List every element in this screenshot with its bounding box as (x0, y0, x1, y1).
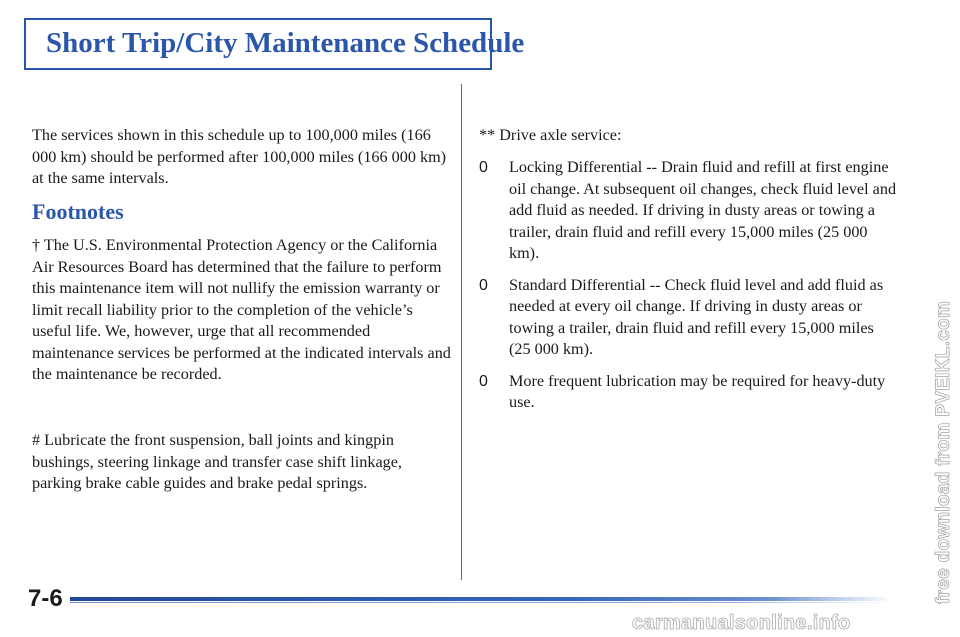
drive-axle-bullets (479, 157, 899, 424)
bullet-text: Standard Differential -- Check fluid level and add fluid as needed at every oil change. If driving in dusty areas or towing a trailer, drain fluid and refill every 15,000 miles (25 000 km). (509, 275, 884, 358)
hash-footnote: # Lubricate the front suspension, ball joints and kingpin bushings, steering linkage and transfer case shift linkage, parking brake cable guides and brake pedal springs. (32, 431, 402, 492)
bottom-watermark: carmanualsonline.info (632, 612, 851, 634)
intro-paragraph: The services shown in this schedule up to 100,000 miles (166 000 km) should be performed after 100,000 miles (166 000 km) at the same intervals. (32, 126, 447, 187)
side-watermark (928, 300, 960, 612)
drive-axle-intro: ** Drive axle service: (479, 126, 622, 144)
dagger-footnote: † The U.S. Environmental Protection Agency or the California Air Resources Board has determined that the failure to perform this maintenance item will not nullify the emission warranty or limit recall liability prior to the completion of the vehicle’s useful life. We, however, urge that all recommended maintenance services be performed at the indicated intervals and the maintenance be recorded. (32, 236, 451, 383)
column-divider (461, 84, 462, 580)
side-watermark-text: free download from PVEIKL.com (933, 300, 954, 604)
list-item (479, 371, 899, 414)
footer-rule-thin (70, 602, 892, 603)
bullet-text: Locking Differential -- Drain fluid and refill at first engine oil change. At subsequent oil changes, check fluid level and add fluid as needed. If driving in dusty areas or towing a trailer, drain fluid and refill every 15,000 miles (25 000 km). (509, 158, 897, 262)
page-number: 7-6 (28, 585, 63, 612)
footer-rule (70, 597, 892, 601)
bullet-icon: 0 (479, 159, 488, 176)
title-box (24, 18, 525, 70)
list-item (479, 275, 899, 361)
bullet-text: More frequent lubrication may be required for heavy-duty use. (509, 371, 886, 411)
bullet-icon: 0 (479, 276, 488, 294)
list-item (479, 157, 899, 265)
bullet-icon: 0 (479, 372, 488, 390)
footnotes-heading: Footnotes (32, 199, 124, 224)
page-title: Short Trip/City Maintenance Schedule (46, 27, 525, 59)
